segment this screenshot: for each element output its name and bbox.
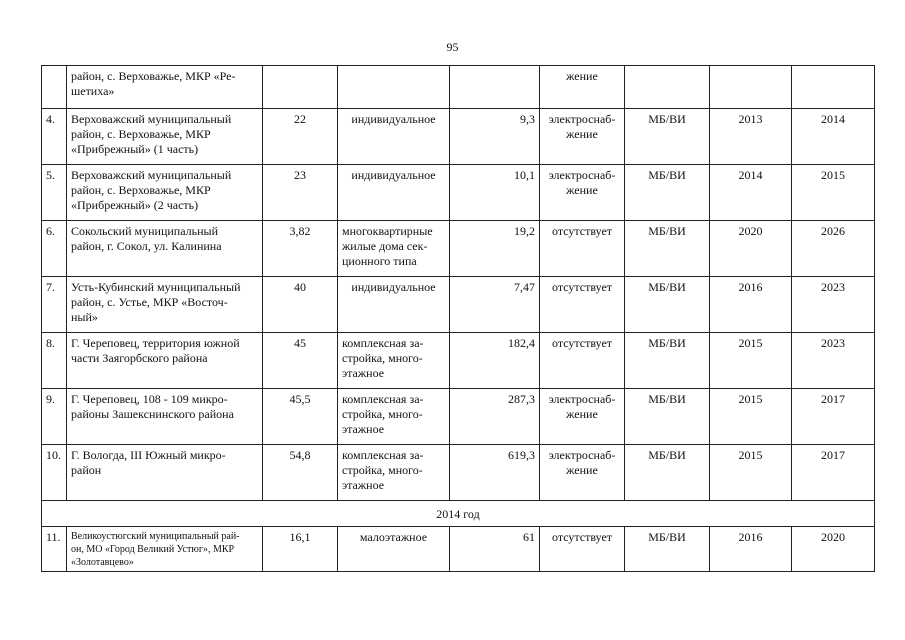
row-number-cell: 7.: [42, 277, 67, 333]
start-year-cell: 2020: [710, 221, 792, 277]
end-year-cell: 2014: [792, 109, 875, 165]
table-row: [42, 66, 875, 109]
infrastructure-cell: отсутствует: [540, 333, 625, 389]
area-cell: 45: [263, 333, 338, 389]
table-section: [42, 501, 875, 527]
development-type-cell: [338, 66, 450, 109]
area-cell: 54,8: [263, 445, 338, 501]
funding-source-cell: МБ/ВИ: [625, 109, 710, 165]
start-year-cell: 2016: [710, 277, 792, 333]
table-row: [42, 333, 875, 389]
infrastructure-cell: отсутствует: [540, 221, 625, 277]
section-title: 2014 год: [42, 501, 875, 527]
development-type-cell: комплексная за- стройка, много- этажное: [338, 445, 450, 501]
start-year-cell: 2015: [710, 445, 792, 501]
table-body-before-section: [42, 66, 875, 501]
end-year-cell: 2015: [792, 165, 875, 221]
funding-source-cell: МБ/ВИ: [625, 165, 710, 221]
funding-source-cell: МБ/ВИ: [625, 445, 710, 501]
infrastructure-cell: электроснаб- жение: [540, 389, 625, 445]
development-type-cell: малоэтажное: [338, 527, 450, 572]
development-type-cell: индивидуальное: [338, 109, 450, 165]
housing-sites-table: [41, 65, 875, 572]
funding-source-cell: МБ/ВИ: [625, 277, 710, 333]
housing-volume-cell: [450, 66, 540, 109]
housing-volume-cell: 61: [450, 527, 540, 572]
funding-source-cell: [625, 66, 710, 109]
housing-volume-cell: 7,47: [450, 277, 540, 333]
end-year-cell: 2020: [792, 527, 875, 572]
development-type-cell: индивидуальное: [338, 165, 450, 221]
development-type-cell: индивидуальное: [338, 277, 450, 333]
infrastructure-cell: отсутствует: [540, 527, 625, 572]
development-type-cell: многоквартирные жилые дома сек- ционного типа: [338, 221, 450, 277]
infrastructure-cell: отсутствует: [540, 277, 625, 333]
site-name-cell: район, с. Верховажье, МКР «Ре- шетиха»: [67, 66, 263, 109]
housing-volume-cell: 9,3: [450, 109, 540, 165]
row-number-cell: 9.: [42, 389, 67, 445]
table-row: [42, 221, 875, 277]
site-name-cell: Г. Вологда, III Южный микро- район: [67, 445, 263, 501]
start-year-cell: [710, 66, 792, 109]
table-row: [42, 109, 875, 165]
row-number-cell: 6.: [42, 221, 67, 277]
end-year-cell: 2023: [792, 277, 875, 333]
site-name-cell: Усть-Кубинский муниципальный район, с. Устье, МКР «Восточ- ный»: [67, 277, 263, 333]
area-cell: 3,82: [263, 221, 338, 277]
site-name-cell: Верховажский муниципальный район, с. Верховажье, МКР «Прибрежный» (2 часть): [67, 165, 263, 221]
start-year-cell: 2016: [710, 527, 792, 572]
housing-volume-cell: 287,3: [450, 389, 540, 445]
infrastructure-cell: электроснаб- жение: [540, 165, 625, 221]
row-number-cell: 5.: [42, 165, 67, 221]
area-cell: 16,1: [263, 527, 338, 572]
section-header-row: [42, 501, 875, 527]
table-row: [42, 165, 875, 221]
funding-source-cell: МБ/ВИ: [625, 527, 710, 572]
infrastructure-cell: жение: [540, 66, 625, 109]
housing-volume-cell: 19,2: [450, 221, 540, 277]
housing-volume-cell: 182,4: [450, 333, 540, 389]
infrastructure-cell: электроснаб- жение: [540, 109, 625, 165]
area-cell: 45,5: [263, 389, 338, 445]
table-row: [42, 527, 875, 572]
area-cell: 23: [263, 165, 338, 221]
housing-volume-cell: 10,1: [450, 165, 540, 221]
table-row: [42, 445, 875, 501]
row-number-cell: 4.: [42, 109, 67, 165]
site-name-cell: Г. Череповец, территория южной части Заягорбского района: [67, 333, 263, 389]
page-number: 95: [446, 40, 459, 54]
start-year-cell: 2015: [710, 333, 792, 389]
development-type-cell: комплексная за- стройка, много- этажное: [338, 333, 450, 389]
table-body-after-section: [42, 527, 875, 572]
area-cell: 22: [263, 109, 338, 165]
funding-source-cell: МБ/ВИ: [625, 389, 710, 445]
row-number-cell: [42, 66, 67, 109]
end-year-cell: 2026: [792, 221, 875, 277]
end-year-cell: 2023: [792, 333, 875, 389]
table-row: [42, 389, 875, 445]
row-number-cell: 8.: [42, 333, 67, 389]
site-name-cell: Г. Череповец, 108 - 109 микро- районы Зашекснинского района: [67, 389, 263, 445]
funding-source-cell: МБ/ВИ: [625, 221, 710, 277]
end-year-cell: 2017: [792, 389, 875, 445]
site-name-cell: Великоустюгский муниципальный рай- он, МО «Город Великий Устюг», МКР «Золотавцево»: [67, 527, 263, 572]
infrastructure-cell: электроснаб- жение: [540, 445, 625, 501]
row-number-cell: 11.: [42, 527, 67, 572]
area-cell: 40: [263, 277, 338, 333]
end-year-cell: [792, 66, 875, 109]
housing-volume-cell: 619,3: [450, 445, 540, 501]
start-year-cell: 2015: [710, 389, 792, 445]
table-row: [42, 277, 875, 333]
end-year-cell: 2017: [792, 445, 875, 501]
site-name-cell: Верховажский муниципальный район, с. Верховажье, МКР «Прибрежный» (1 часть): [67, 109, 263, 165]
area-cell: [263, 66, 338, 109]
funding-source-cell: МБ/ВИ: [625, 333, 710, 389]
development-type-cell: комплексная за- стройка, много- этажное: [338, 389, 450, 445]
start-year-cell: 2013: [710, 109, 792, 165]
start-year-cell: 2014: [710, 165, 792, 221]
site-name-cell: Сокольский муниципальный район, г. Сокол, ул. Калинина: [67, 221, 263, 277]
row-number-cell: 10.: [42, 445, 67, 501]
